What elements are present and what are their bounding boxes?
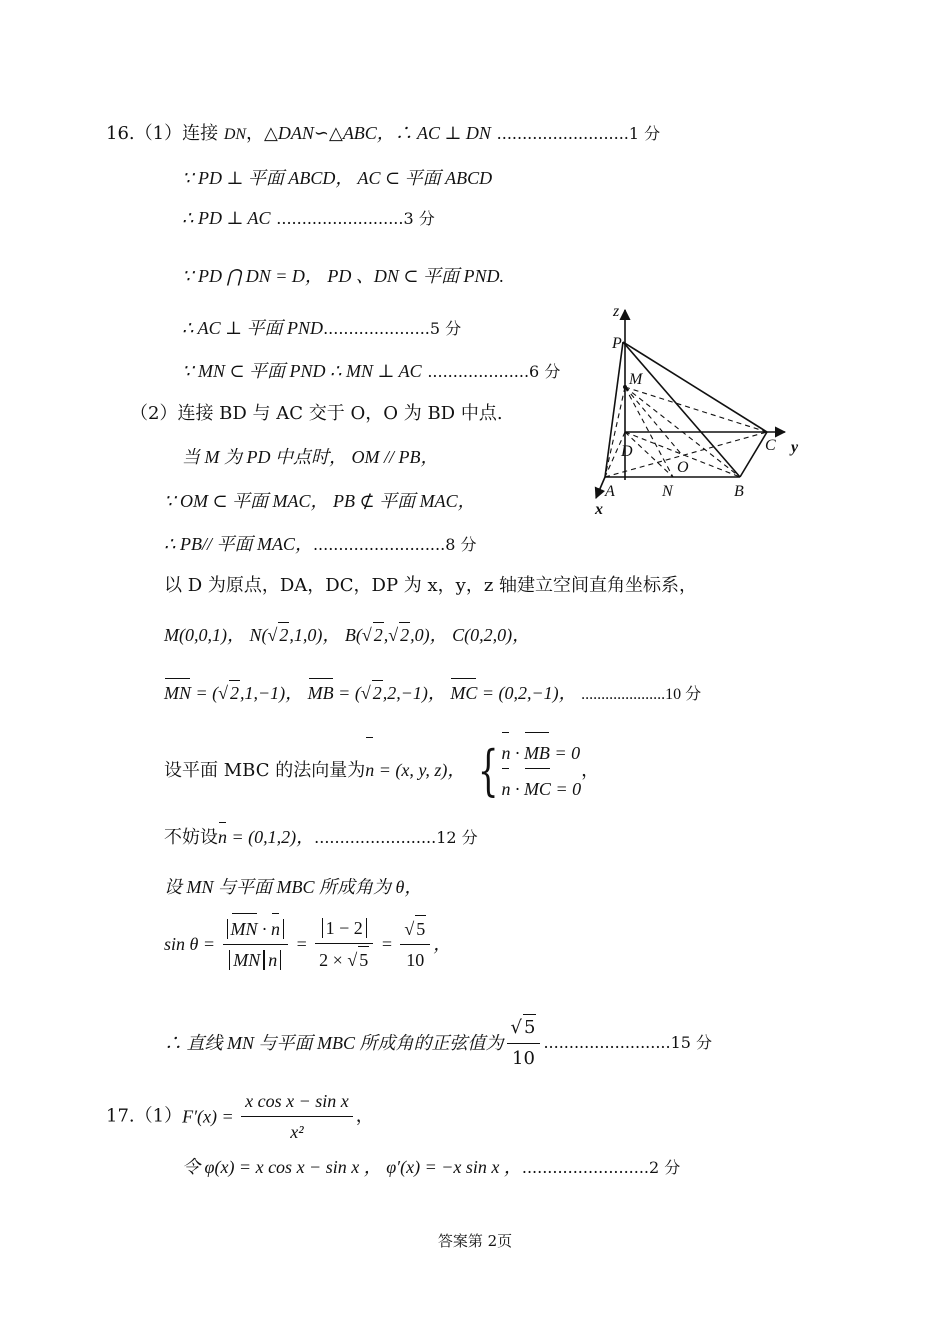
final-answer-line: ∴ 直线 MN 与平面 MBC 所成角的正弦值为 $\frac{√ 5}{10}$ .........................15 分 bbox=[164, 1014, 712, 1072]
system-brace: { bbox=[477, 739, 499, 802]
q17-line1: 17.（1）F′(x) = $\frac{\text{x cos x − sin x}}{\text{x²}}$ ， bbox=[106, 1088, 374, 1145]
x-axis bbox=[596, 477, 605, 498]
edge-PB bbox=[623, 342, 740, 477]
q16-part2-line4: 以 D 为原点，DA，DC，DP 为 x，y，z 轴建立空间直角坐标系， bbox=[164, 575, 698, 596]
q16-line6: ∵ MN ⊂ 平面 PND ∴ MN ⊥ AC ....................6 分 bbox=[182, 361, 561, 381]
sine-formula: sin θ = $\frac{MN \cdot n}{\text{MN n}}$ = $\frac{1 - 2}{2 \times √ 5}$ = $\frac{√ 5}{10}$ ， bbox=[164, 915, 451, 973]
vectors-line: MN = (√ 2,1,−1)， MB = (√ 2,2,−1)， MC = (0,2,−1)， .....................10 分 bbox=[164, 680, 701, 707]
let-normal-line: 不妨设n = (0,1,2)，........................12 分 bbox=[164, 827, 478, 848]
pyramid-figure bbox=[585, 300, 815, 525]
q16-line5: ∴ AC ⊥ 平面 PND.....................5 分 bbox=[182, 318, 462, 338]
q16-part2-header: （2）连接 BD 与 AC 交于 O，O 为 BD 中点. bbox=[130, 403, 503, 424]
q16-line4: ∵ PD ⋂ DN = D， PD 、DN ⊂ 平面 PND. bbox=[182, 266, 504, 286]
q16-part2-line2: ∵ OM ⊂ 平面 MAC， PB ⊄ 平面 MAC， bbox=[164, 491, 476, 511]
q17-line2: 令 φ(x) = x cos x − sin x ， φ′(x) = −x sin x ，.........................2 分 bbox=[182, 1157, 681, 1177]
label-D: D bbox=[621, 443, 633, 460]
seg-MO bbox=[625, 387, 682, 455]
label-M: M bbox=[629, 371, 643, 388]
q16-part2-line1: 当 M 为 PD 中点时， OM // PB， bbox=[182, 447, 439, 467]
normal-vector-line: 设平面 MBC 的法向量为n = (x, y, z)， { n · MB = 0 n · MC = 0 ， bbox=[164, 735, 599, 807]
angle-line: 设 MN 与平面 MBC 所成角为 θ， bbox=[164, 877, 423, 897]
label-N: N bbox=[662, 483, 673, 500]
edge-PC bbox=[623, 342, 767, 432]
label-x: x bbox=[595, 501, 603, 518]
label-B: B bbox=[734, 483, 744, 500]
equation-system: n · MB = 0 n · MC = 0 bbox=[501, 735, 581, 807]
q16-number: 16.（1） bbox=[106, 123, 183, 144]
q16-line3: ∴ PD ⊥ AC .........................3 分 bbox=[182, 208, 435, 228]
coordinates-line: M(0,0,1)， N(√ 2,1,0)， B(√ 2,√ 2,0)， C(0,2,0)， bbox=[164, 622, 530, 647]
label-y: y bbox=[791, 439, 799, 456]
q16-line1: 16.（1）连接 DN，△DAN∽△ABC，∴ AC ⊥ DN ..........................1 分 bbox=[106, 123, 661, 144]
label-A: A bbox=[605, 483, 615, 500]
label-O: O bbox=[677, 459, 689, 476]
q16-part2-line3: ∴ PB// 平面 MAC，..........................8 分 bbox=[164, 534, 477, 554]
label-P: P bbox=[612, 335, 622, 352]
label-C: C bbox=[765, 437, 776, 454]
label-z: z bbox=[613, 303, 620, 320]
score-1: ..........................1 分 bbox=[496, 124, 661, 143]
point-M bbox=[623, 385, 627, 389]
q17-number: 17.（1） bbox=[106, 1105, 183, 1127]
page-footer: 答案第 2页 bbox=[437, 1232, 513, 1250]
q16-line2: ∵ PD ⊥ 平面 ABCD， AC ⊂ 平面 ABCD bbox=[182, 168, 493, 188]
